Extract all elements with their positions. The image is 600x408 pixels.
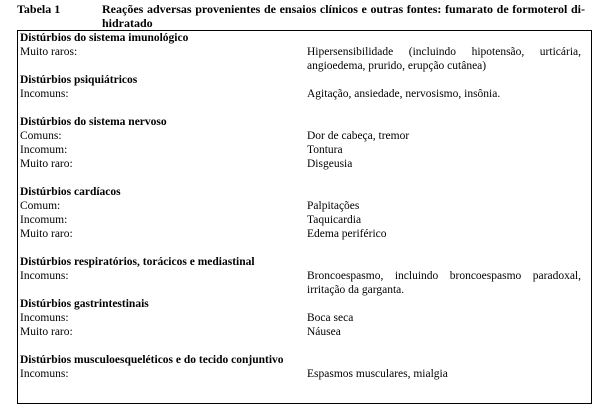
table-label: Tabela 1 (17, 2, 61, 16)
frequency-cell: Comum: (20, 200, 61, 212)
table-row (20, 143, 591, 157)
section-title: Distúrbios respiratórios, torácicos e mediastinal (20, 256, 255, 268)
table-row (20, 157, 591, 171)
effect-cell: Boca seca (307, 312, 354, 324)
frequency-cell: Incomuns: (20, 270, 69, 282)
section-title: Distúrbios do sistema nervoso (20, 116, 167, 128)
table-row (20, 325, 591, 339)
section-title: Distúrbios gastrintestinais (20, 298, 149, 310)
section-psychiatric (18, 73, 591, 101)
frequency-cell: Muito raro: (20, 326, 73, 338)
section-musculoskeletal (18, 353, 591, 381)
frequency-cell: Comuns: (20, 130, 62, 142)
frequency-cell: Muito raro: (20, 158, 73, 170)
table-row (20, 227, 591, 241)
spacer (18, 171, 591, 185)
table-row (20, 129, 591, 143)
section-immune-system (18, 31, 591, 73)
table-row (20, 269, 591, 297)
spacer (18, 101, 591, 115)
table-row (20, 199, 591, 213)
frequency-cell: Incomum: (20, 214, 68, 226)
frequency-cell: Muito raro: (20, 228, 73, 240)
table-row (20, 311, 591, 325)
effect-cell: Tontura (307, 144, 343, 156)
frequency-cell: Incomuns: (20, 368, 69, 380)
section-cardiac (18, 185, 591, 241)
effect-cell: Disgeusia (307, 158, 353, 170)
section-title: Distúrbios psiquiátricos (20, 74, 138, 86)
section-gastrointestinal (18, 297, 591, 339)
frequency-cell: Incomuns: (20, 312, 69, 324)
effect-cell: Broncoespasmo, incluindo broncoespasmo paradoxal, irritação da garganta. (307, 270, 581, 296)
effect-cell: Espasmos musculares, mialgia (307, 368, 448, 380)
effect-cell: Edema periférico (307, 228, 387, 240)
frequency-cell: Incomum: (20, 144, 68, 156)
spacer (18, 241, 591, 255)
spacer (18, 339, 591, 353)
table-row (20, 213, 591, 227)
table-row (20, 367, 591, 381)
section-title: Distúrbios musculoesqueléticos e do tecido conjuntivo (20, 354, 284, 366)
frequency-cell: Incomuns: (20, 88, 69, 100)
table-caption (17, 3, 585, 30)
frequency-cell: Muito raros: (20, 46, 78, 58)
section-title: Distúrbios cardíacos (20, 186, 121, 198)
effect-cell: Taquicardia (307, 214, 362, 226)
effect-cell: Palpitações (307, 200, 360, 212)
effect-cell: Agitação, ansiedade, nervosismo, insônia. (307, 88, 501, 100)
effect-cell: Náusea (307, 326, 341, 338)
effect-cell: Hipersensibilidade (incluindo hipotensão, urticária, angioedema, prurido, erupção cutânea) (307, 46, 581, 72)
table-row (20, 45, 591, 73)
table-title: Reações adversas provenientes de ensaios clínicos e outras fontes: fumarato de formoterol di-hidratado (102, 2, 585, 30)
adverse-reactions-table (17, 30, 592, 404)
section-title: Distúrbios do sistema imunológico (20, 32, 189, 44)
effect-cell: Dor de cabeça, tremor (307, 130, 410, 142)
section-respiratory (18, 255, 591, 297)
section-nervous-system (18, 115, 591, 171)
table-row (20, 87, 591, 101)
